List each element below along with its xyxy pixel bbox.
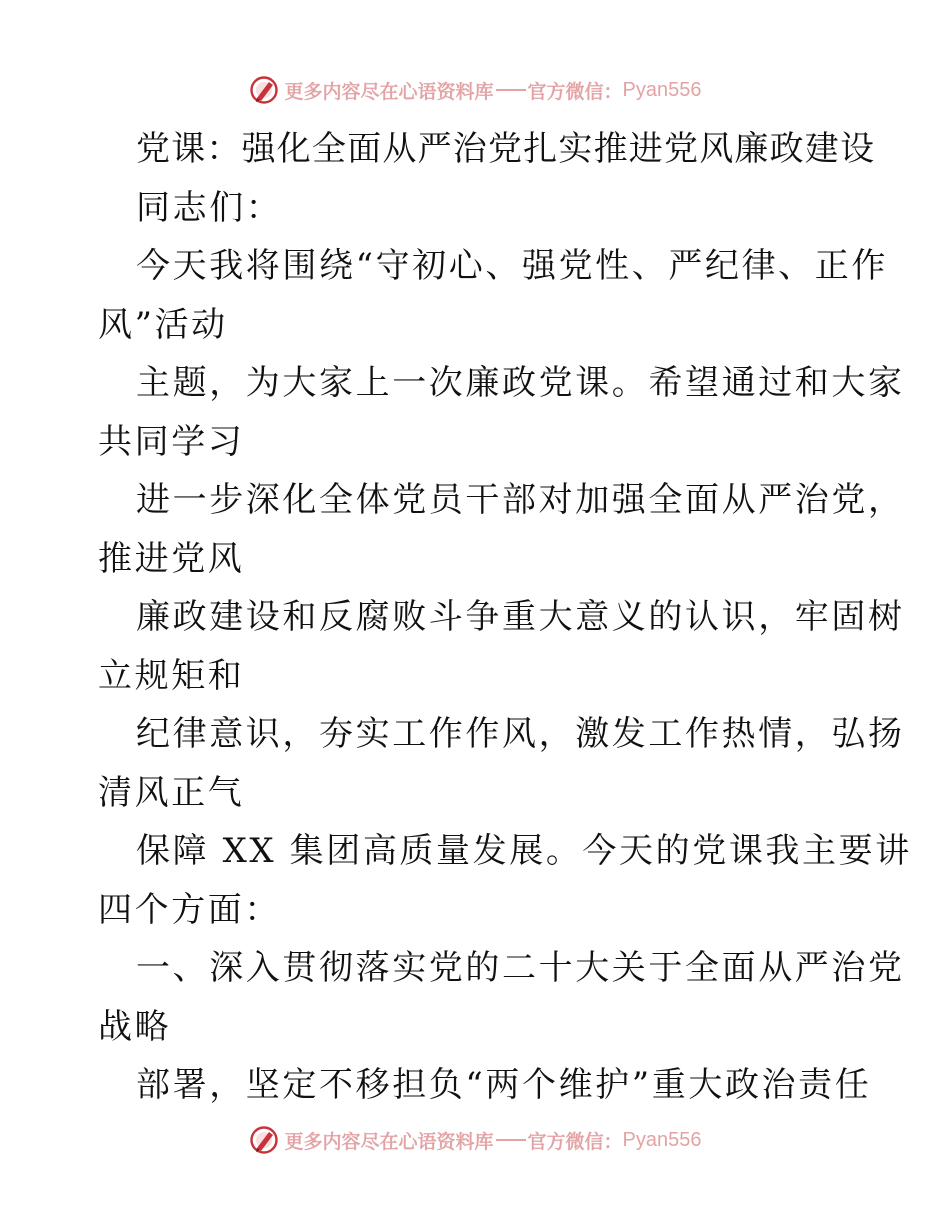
text-line: 共同学习	[98, 421, 245, 462]
watermark-brand: 更多内容尽在心语资料库	[284, 1130, 494, 1153]
header-watermark	[0, 70, 950, 110]
text-line: 推进党风	[98, 538, 245, 579]
text-line: 今天我将围绕“守初心、强党性、严纪律、正作	[136, 246, 888, 286]
watermark-brand: 更多内容尽在心语资料库	[284, 80, 494, 103]
text-line: 纪律意识，夯实工作作风，激发工作热情，弘扬	[136, 714, 905, 754]
footer-watermark	[0, 1120, 950, 1160]
text-line: 战略	[98, 1006, 172, 1047]
text-line: 主题，为大家上一次廉政党课。希望通过和大家	[136, 363, 905, 403]
text-line: 风”活动	[98, 304, 228, 345]
watermark-wechat-label: 官方微信：	[527, 1130, 623, 1153]
watermark-wechat-label: 官方微信：	[527, 80, 623, 103]
text-line: 进一步深化全体党员干部对加强全面从严治党，	[136, 480, 905, 520]
text-line: 清风正气	[98, 772, 245, 813]
text-line: 立规矩和	[98, 655, 245, 696]
watermark-wechat-id: Pyan556	[622, 1128, 702, 1151]
pen-circle-logo-icon	[249, 75, 279, 105]
document-title: 党课：强化全面从严治党扎实推进党风廉政建设	[136, 129, 876, 169]
pen-circle-logo-icon	[249, 1125, 279, 1155]
watermark-wechat-id: Pyan556	[622, 78, 702, 101]
text-line: 一、深入贯彻落实党的二十大关于全面从严治党	[136, 948, 905, 988]
text-line: 部署，坚定不移担负“两个维护”重大政治责任	[136, 1065, 872, 1105]
document-body	[98, 120, 912, 1115]
text-line: 廉政建设和反腐败斗争重大意义的认识，牢固树	[136, 597, 905, 637]
text-line: 四个方面：	[98, 889, 281, 930]
text-line: 保障 XX 集团高质量发展。今天的党课我主要讲	[136, 831, 912, 871]
text-line: 同志们：	[136, 187, 283, 228]
watermark-dash	[496, 1139, 526, 1141]
watermark-dash	[496, 89, 526, 91]
